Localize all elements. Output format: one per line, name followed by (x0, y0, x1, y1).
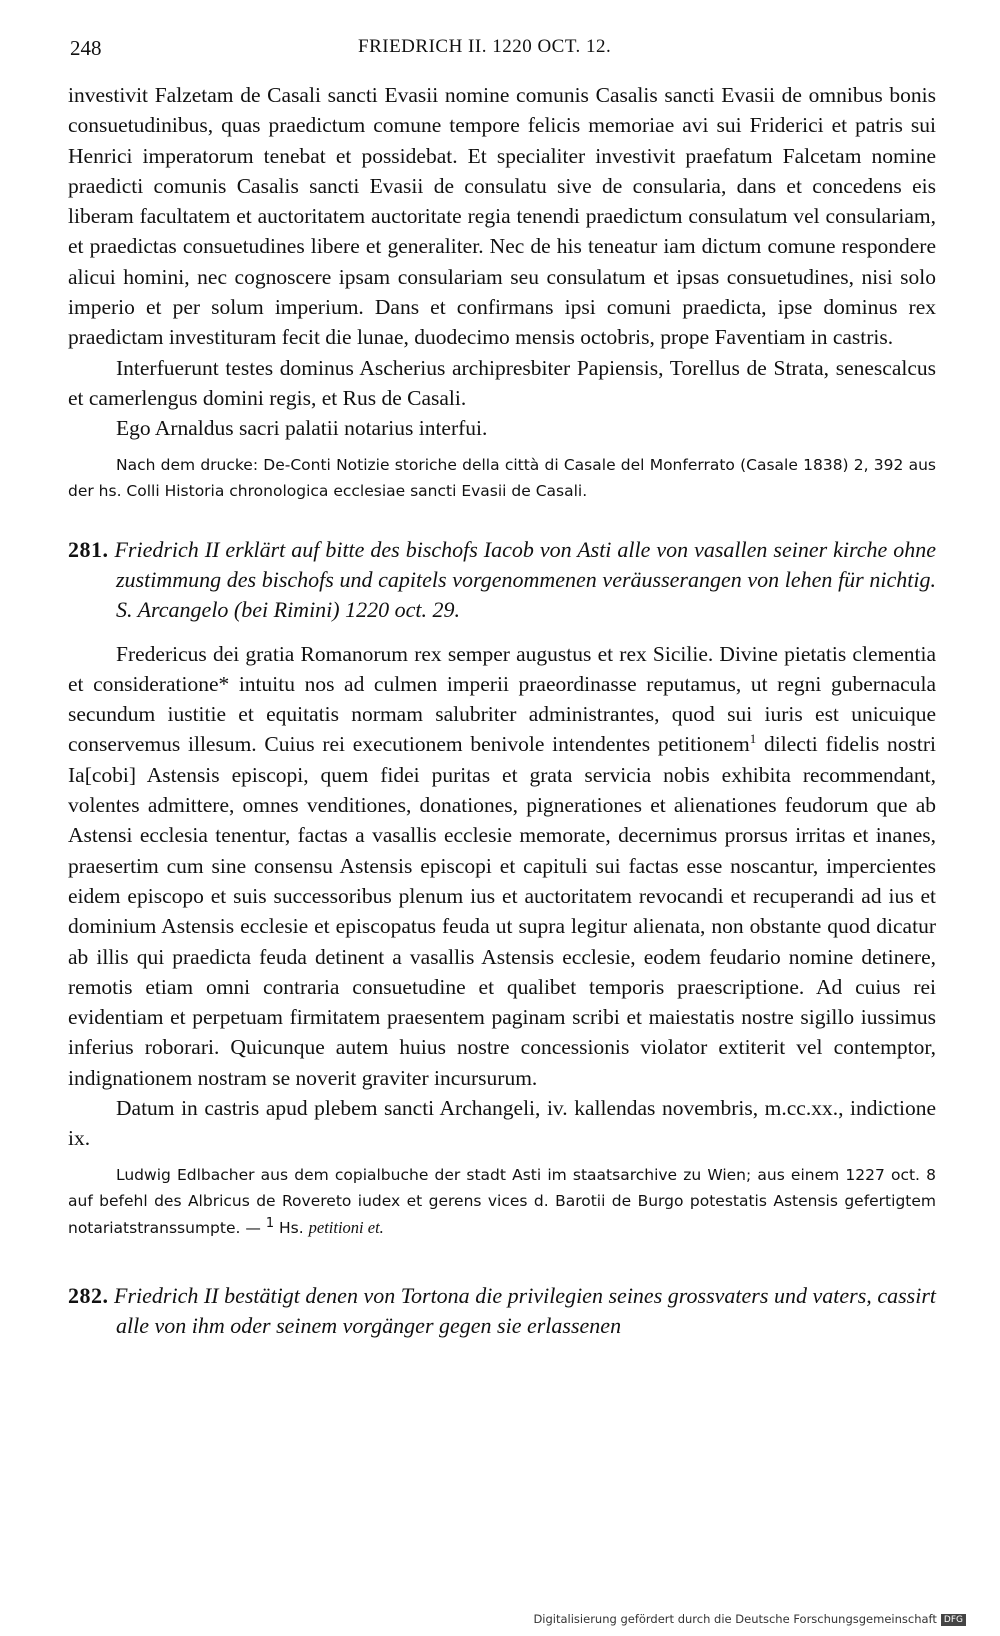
doc281-text-part-b: dilecti fidelis nostri Ia[cobi] Astensis episcopi, quem fidei puritas et grata servicia nobis exhibita recommendant, volentes admittere, omnes venditiones, donationes, pignerationes et alienationes feudorum que ab Astensi ecclesia tenentur, factas a vasallis ecclesie memorate, decernimus prorsus irritas et inanes, praesertim cum sine consensu Astensis episcopi et capituli sui factas esse noscantur, impercientes eidem episcopo et suis successoribus plenum ius et auctoritatem revocandi et recuperandi ad ius et dominium Astensis ecclesie et episcopatus feuda ut supra legitur alienata, non obstante quod dicatur ab illis qui praedicta feuda detinent a vasallis Astensis ecclesie, eodem feudario nomine detinere, remotis etiam omni contraria consuetudine et qualibet temporis praescriptione. Ad cuius rei evidentiam et perpetuam firmitatem praesentem paginam scribi et maiestatis nostre sigillo iussimus inferius roborari. Quicunque autem huius nostre concessionis violator extiterit vel contemptor, indignationem nostram se noverit graviter incursurum. (68, 732, 936, 1090)
running-title: FRIEDRICH II. 1220 OCT. 12. (358, 36, 612, 57)
footnote-hs: Hs. (279, 1218, 304, 1237)
digitization-credit (533, 1612, 966, 1626)
doc281-datum: Datum in castris apud plebem sancti Archangeli, iv. kallendas novembris, m.cc.xx., indictione ix. (68, 1096, 936, 1151)
page-header (68, 30, 936, 60)
footnote-marker: 1 (749, 731, 757, 747)
doc281-source-text: Ludwig Edlbacher aus dem copialbuche der stadt Asti im staatsarchive zu Wien; aus einem 1227 oct. 8 auf befehl des Albricus de Rovereto iudex et gerens vices d. Barotii de Burgo potestatis Astensis gefertigtem notariatstranssumpte. — (68, 1165, 936, 1237)
doc281-number: 281. (68, 536, 109, 562)
doc280-source-note: Nach dem drucke: De-Conti Notizie storiche della città di Casale del Monferrato (Casale 1838) 2, 392 aus der hs. Colli Historia chronologica ecclesiae sancti Evasii de Casali. (68, 455, 936, 501)
doc281-source-note (68, 1162, 936, 1242)
doc281-text (68, 639, 936, 1093)
doc280-notary: Ego Arnaldus sacri palatii notarius interfui. (116, 416, 488, 441)
footnote-number: 1 (265, 1215, 275, 1231)
doc281-regest-text: Friedrich II erklärt auf bitte des bischofs Iacob von Asti alle von vasallen seiner kirche ohne zustimmung des bischofs und capitels vorgenommenen veräusserangen von lehen für nichtig. S. Arcangelo (bei Rimini) 1220 oct. 29. (114, 536, 937, 622)
doc282-regest (68, 1281, 936, 1341)
doc282-number: 282. (68, 1283, 109, 1309)
doc280-witnesses: Interfuerunt testes dominus Ascherius archipresbiter Papiensis, Torellus de Strata, senescalcus et camerlengus domini regis, et Rus de Casali. (68, 355, 936, 410)
footnote-text: petitioni et. (308, 1217, 384, 1237)
credit-text: Digitalisierung gefördert durch die Deutsche Forschungsgemeinschaft (533, 1612, 937, 1626)
doc281-text-part-a: Fredericus dei gratia Romanorum rex semper augustus et rex Sicilie. Divine pietatis clementia et consideratione* intuitu nos ad culmen imperii praeordinasse reputamus, ut regni gubernacula secundum iustitie et equitatis normam salubriter administrantes, quod sui iuris est unicuique conservemus illesum. Cuius rei executionem benivole intendentes petitionem (68, 641, 936, 757)
doc282-regest-text: Friedrich II bestätigt denen von Tortona die privilegien seines grossvaters und vaters, cassirt alle von ihm oder seinem vorgänger gegen sie erlassenen (114, 1283, 936, 1339)
page-number: 248 (70, 36, 102, 60)
dfg-logo: DFG (941, 1614, 966, 1626)
doc281-regest (68, 535, 936, 625)
doc280-paragraph-1: investivit Falzetam de Casali sancti Evasii nomine comunis Casalis sancti Evasii de omnibus bonis consuetudinibus, quas praedictum comune tempore felicis memoriae avi sui Friderici et patris sui Henrici imperatorum tenebat et possidebat. Et specialiter investivit praefatum Falcetam nomine praedicti comunis Casalis sancti Evasii de consulatu sive de consularia, dans et concedens eis liberam facultatem et auctoritatem auctoritate regia tenendi praedictum consulatum vel consulariam, et praedictas consuetudines libere et generaliter. Nec de his teneatur iam dictum comune respondere alicui homini, nec cognoscere ipsam consulariam seu consulatum et ipsas consuetudines, nisi solo imperio et per solum imperium. Dans et confirmans ipsi comuni praedicta, ipse dominus rex praedictam investituram fecit die lunae, duodecimo mensis octobris, prope Faventiam in castris. (68, 83, 936, 350)
document-page (68, 30, 936, 1341)
